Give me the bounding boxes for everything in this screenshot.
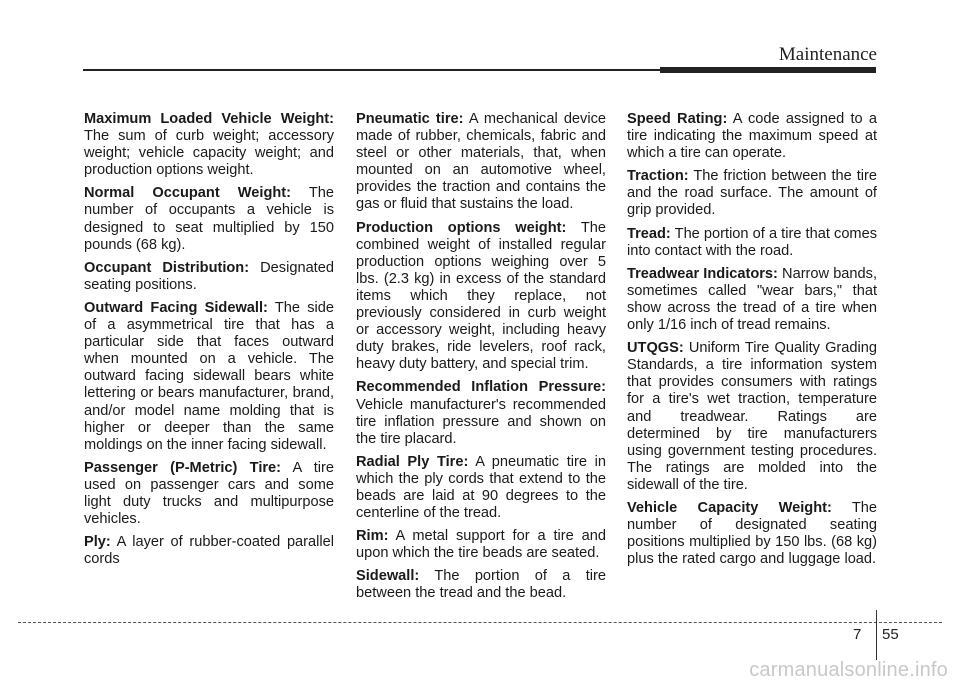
page-number: 55 [882,626,899,643]
entry-term: Passenger (P-Metric) Tire: [84,459,282,476]
glossary-entry [356,220,606,374]
glossary-entry [627,266,877,334]
entry-term: Rim: [356,528,389,545]
glossary-entry [627,340,877,494]
glossary-entry [84,260,334,294]
entry-definition: The friction between the tire and the road surface. The amount of grip provided. [627,168,878,219]
entry-term: Occupant Distribution: [84,259,250,276]
glossary-entry [356,568,606,602]
glossary-column-2 [356,111,606,609]
entry-definition: A mechanical device made of rubber, chemicals, fabric and steel or other materials, that, when mounted on an automotive wheel, provides the traction and contains the gas or fluid that sustains the load. [356,111,607,213]
entry-term: Production options weight: [356,219,567,236]
glossary-entry [84,460,334,528]
header-rule-thin [83,69,660,71]
watermark: carmanualsonline.info [749,659,948,681]
glossary-entry [356,528,606,562]
entry-term: Sidewall: [356,568,420,585]
entry-term: Maximum Loaded Vehicle Weight: [84,111,334,127]
entry-definition: Narrow bands, sometimes called "wear bars," that show across the tread of a tire when only 1/16 inch of tread remains. [627,265,878,334]
page-chapter-number: 7 [853,626,862,643]
glossary-entry [627,111,877,162]
entry-term: Outward Facing Sidewall: [84,299,268,316]
page-header-title: Maintenance [778,44,877,65]
entry-definition: The side of a asymmetrical tire that has a particular side that faces outward when mounted on a vehicle. The outward facing sidewall bears white lettering or bears manufacturer, brand, and/or model name molding that is higher or deeper than the same moldings on the inner facing sidewall. [84,299,334,453]
glossary-entry [627,168,877,219]
entry-definition: A layer of rubber-coated parallel cords [84,534,334,568]
glossary-entry [627,226,877,260]
entry-definition: The number of occupants a vehicle is designed to seat multiplied by 150 pounds (68 kg). [84,185,334,253]
glossary-entry [84,111,334,179]
entry-term: Speed Rating: [627,111,728,127]
entry-definition: Uniform Tire Quality Grading Standards, a tire information system that provides consumers with ratings for a tire's wet traction, temperature and treadwear. Ratings are determined by tire manufacturers using government testing procedures. The ratings are molded into the sidewall of the tire. [627,340,877,493]
entry-definition: Designated seating positions. [84,259,334,293]
glossary-entry [84,534,334,568]
entry-definition: Vehicle manufacturer's recommended tire inflation pressure and shown on the tire placard. [356,396,606,447]
entry-term: Traction: [627,168,689,185]
entry-term: Treadwear Indicators: [627,265,778,282]
entry-term: UTQGS: [627,340,684,357]
header-rule-thick [660,67,876,73]
glossary-entry [356,379,606,447]
entry-definition: A metal support for a tire and upon which the tire beads are seated. [356,528,607,562]
entry-term: Ply: [84,534,111,551]
glossary-entry [627,500,877,568]
entry-definition: The portion of a tire between the tread and the bead. [356,568,606,602]
entry-definition: A pneumatic tire in which the ply cords that extend to the beads are laid at 90 degrees to the centerline of the tread. [356,453,607,522]
entry-definition: The combined weight of installed regular production options weighing over 5 lbs. (2.3 kg) in excess of the standard items which they replace, not previously considered in curb weight or accessory weight, including heavy duty brakes, ride levelers, roof rack, heavy duty battery, and special trim. [356,219,606,373]
glossary-column-1 [84,111,334,574]
footer-divider [876,610,877,660]
glossary-column-3 [627,111,877,574]
entry-definition: A code assigned to a tire indicating the maximum speed at which a tire can operate. [627,111,878,162]
glossary-entry [84,300,334,454]
entry-term: Tread: [627,225,671,242]
entry-definition: The sum of curb weight; accessory weight; vehicle capacity weight; and production options weight. [84,128,334,179]
entry-term: Pneumatic tire: [356,111,464,127]
glossary-entry [356,454,606,522]
footer-rule [18,622,942,623]
entry-term: Recommended Inflation Pressure: [356,379,606,396]
entry-definition: The portion of a tire that comes into contact with the road. [627,225,878,259]
entry-term: Radial Ply Tire: [356,453,469,470]
entry-term: Vehicle Capacity Weight: [627,499,832,516]
entry-definition: A tire used on passenger cars and some light duty trucks and multipurpose vehicles. [84,459,335,528]
entry-term: Normal Occupant Weight: [84,185,291,202]
glossary-entry [356,111,606,214]
entry-definition: The number of designated seating positions multiplied by 150 lbs. (68 kg) plus the rated cargo and luggage load. [627,499,877,568]
glossary-entry [84,185,334,253]
